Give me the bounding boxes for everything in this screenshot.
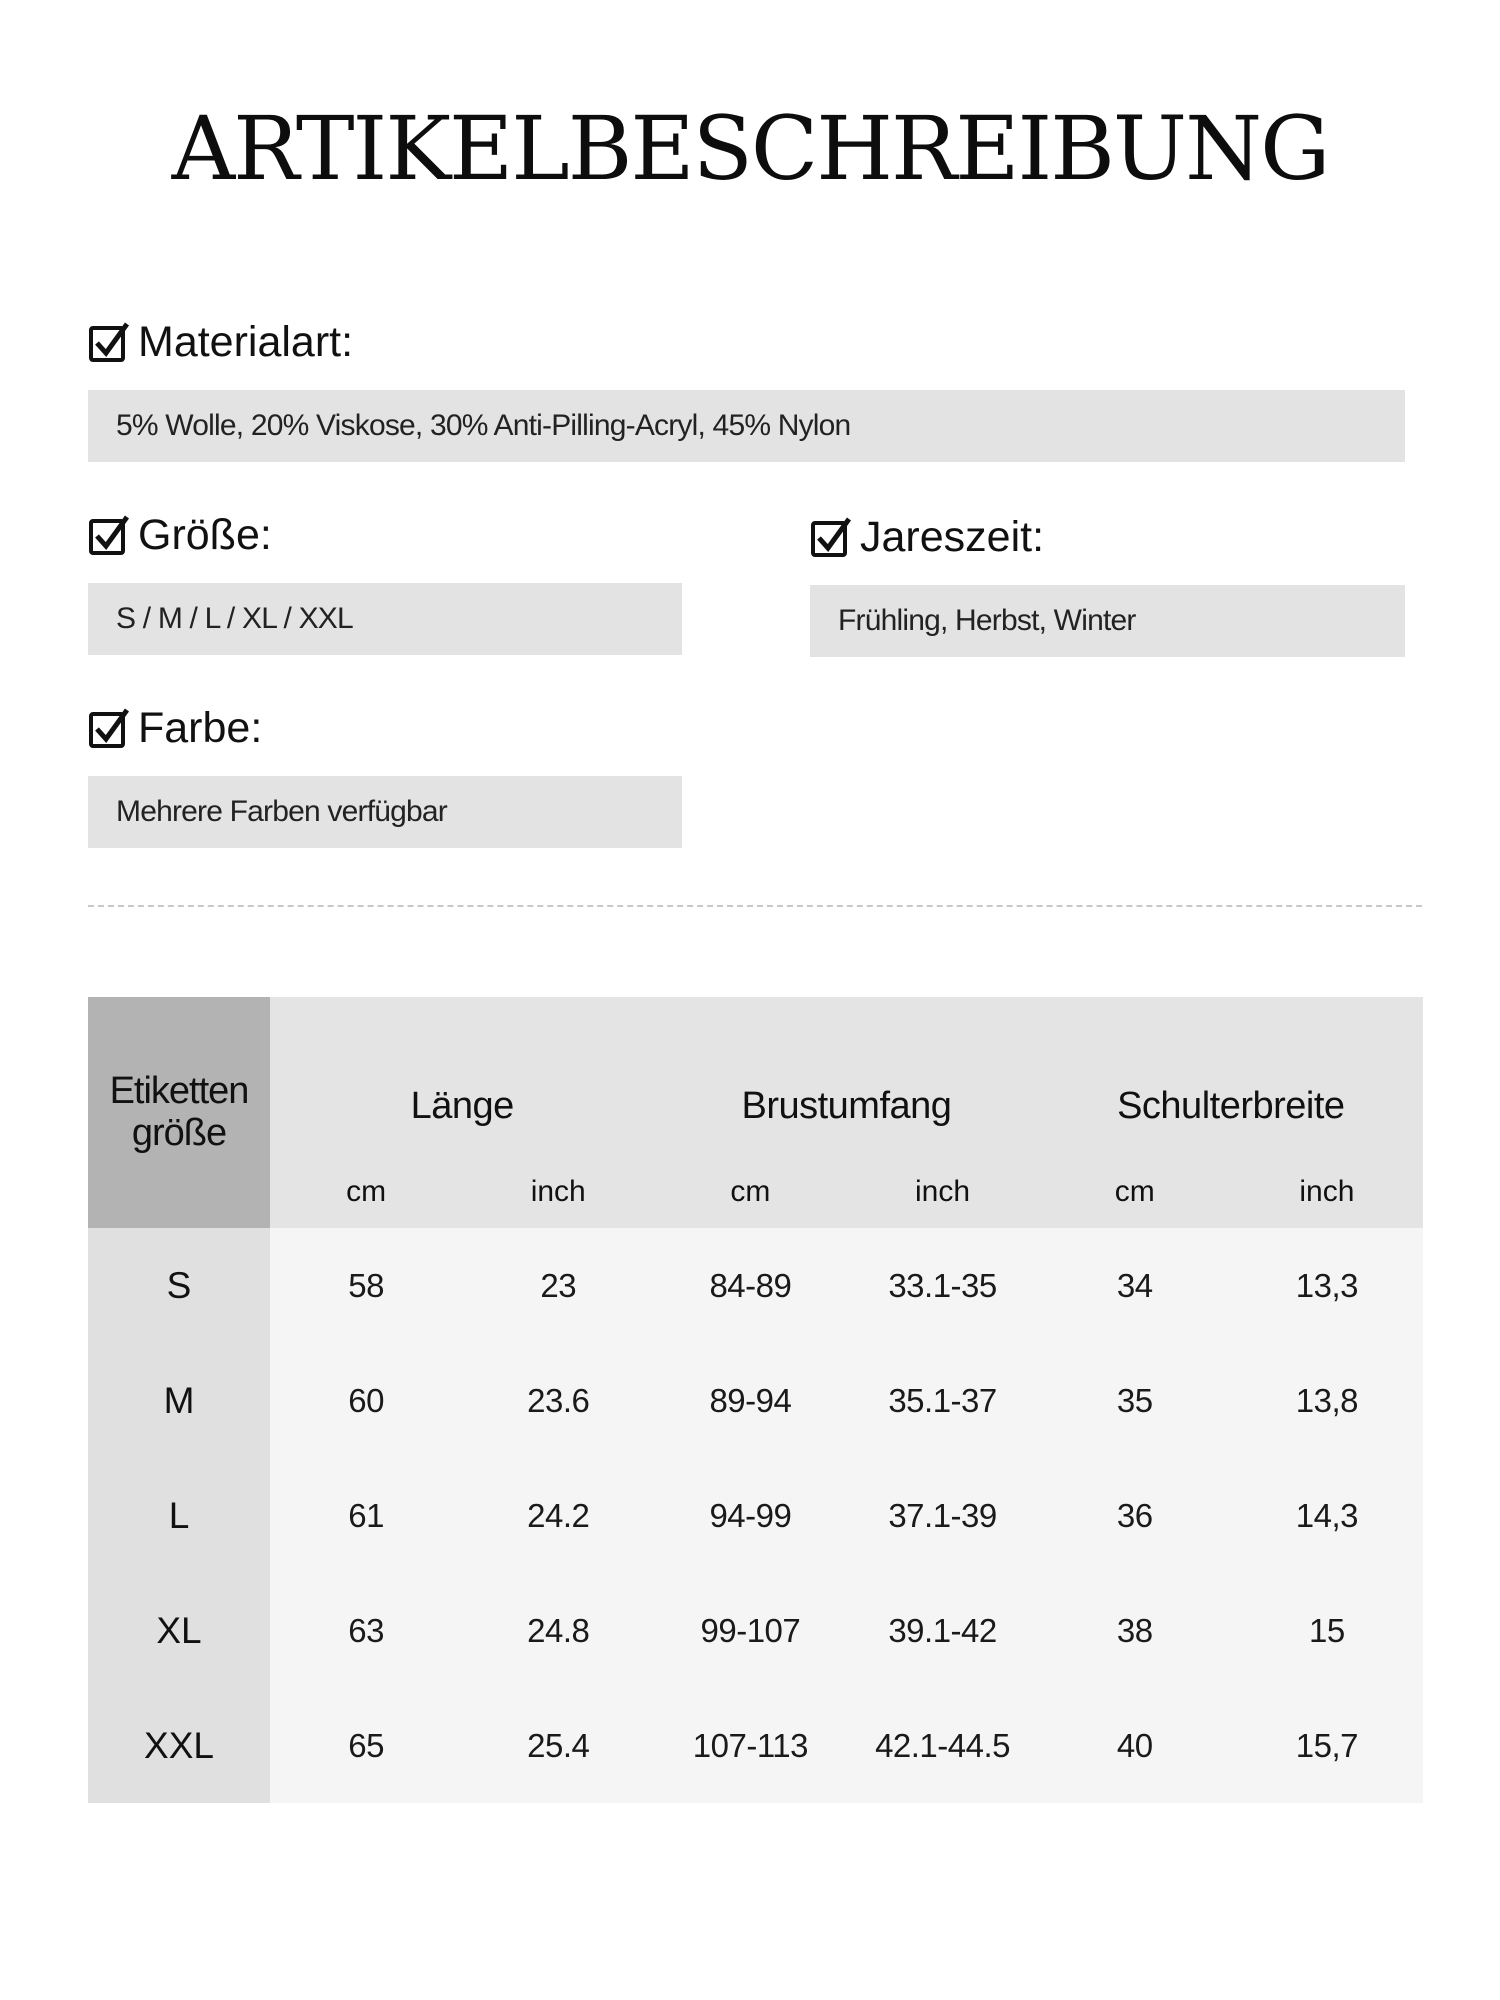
color-section bbox=[88, 698, 682, 848]
table-header-group: Schulterbreite bbox=[1039, 997, 1423, 1175]
table-cell: 14,3 bbox=[1231, 1458, 1423, 1573]
material-label: Materialart: bbox=[138, 317, 354, 366]
table-cell: 94-99 bbox=[654, 1458, 846, 1573]
table-cell: 65 bbox=[270, 1688, 462, 1803]
checkbox-checked-icon bbox=[88, 321, 130, 363]
checkbox-checked-icon bbox=[88, 707, 130, 749]
size-section bbox=[88, 505, 682, 655]
size-chart-table bbox=[88, 997, 1423, 1803]
table-cell: 13,3 bbox=[1231, 1228, 1423, 1343]
color-value: Mehrere Farben verfügbar bbox=[116, 795, 447, 828]
table-unit-header: cm bbox=[654, 1175, 846, 1228]
color-value-box bbox=[88, 776, 682, 848]
page-title: ARTIKELBESCHREIBUNG bbox=[171, 97, 1329, 200]
table-cell: 107-113 bbox=[654, 1688, 846, 1803]
table-unit-header: cm bbox=[270, 1175, 462, 1228]
table-cell: 38 bbox=[1039, 1573, 1231, 1688]
table-cell: 99-107 bbox=[654, 1573, 846, 1688]
table-cell: 33.1-35 bbox=[846, 1228, 1038, 1343]
table-cell: 84-89 bbox=[654, 1228, 846, 1343]
table-unit-header: inch bbox=[1231, 1175, 1423, 1228]
table-header-group: Brustumfang bbox=[654, 997, 1038, 1175]
color-label: Farbe: bbox=[138, 703, 263, 752]
table-cell: 36 bbox=[1039, 1458, 1231, 1573]
table-cell: 58 bbox=[270, 1228, 462, 1343]
checkbox-checked-icon bbox=[88, 514, 130, 556]
section-divider bbox=[88, 905, 1422, 907]
season-label: Jareszeit: bbox=[860, 512, 1045, 561]
season-value-box bbox=[810, 585, 1405, 657]
table-header-label: Etiketten größe bbox=[88, 997, 270, 1228]
table-cell: 35 bbox=[1039, 1343, 1231, 1458]
table-cell: 13,8 bbox=[1231, 1343, 1423, 1458]
table-cell: 37.1-39 bbox=[846, 1458, 1038, 1573]
size-label: Größe: bbox=[138, 510, 272, 559]
table-cell: 89-94 bbox=[654, 1343, 846, 1458]
table-unit-header: inch bbox=[462, 1175, 654, 1228]
table-row bbox=[88, 1228, 1423, 1343]
table-cell: 15 bbox=[1231, 1573, 1423, 1688]
table-cell: 40 bbox=[1039, 1688, 1231, 1803]
row-size-label: S bbox=[88, 1228, 270, 1343]
table-cell: 24.8 bbox=[462, 1573, 654, 1688]
table-cell: 35.1-37 bbox=[846, 1343, 1038, 1458]
table-row bbox=[88, 1343, 1423, 1458]
table-unit-header: cm bbox=[1039, 1175, 1231, 1228]
table-cell: 42.1-44.5 bbox=[846, 1688, 1038, 1803]
table-row bbox=[88, 1573, 1423, 1688]
table-cell: 23.6 bbox=[462, 1343, 654, 1458]
table-row bbox=[88, 1458, 1423, 1573]
table-cell: 15,7 bbox=[1231, 1688, 1423, 1803]
table-cell: 60 bbox=[270, 1343, 462, 1458]
table-cell: 39.1-42 bbox=[846, 1573, 1038, 1688]
row-size-label: XXL bbox=[88, 1688, 270, 1803]
table-cell: 61 bbox=[270, 1458, 462, 1573]
size-value: S / M / L / XL / XXL bbox=[116, 602, 353, 635]
row-size-label: L bbox=[88, 1458, 270, 1573]
table-row bbox=[88, 1688, 1423, 1803]
material-section bbox=[88, 312, 1405, 462]
size-value-box bbox=[88, 583, 682, 655]
table-cell: 34 bbox=[1039, 1228, 1231, 1343]
row-size-label: XL bbox=[88, 1573, 270, 1688]
table-cell: 23 bbox=[462, 1228, 654, 1343]
checkbox-checked-icon bbox=[810, 516, 852, 558]
season-section bbox=[810, 507, 1405, 657]
material-value-box bbox=[88, 390, 1405, 462]
table-unit-header: inch bbox=[846, 1175, 1038, 1228]
season-value: Frühling, Herbst, Winter bbox=[838, 604, 1136, 637]
table-header-group: Länge bbox=[270, 997, 654, 1175]
table-cell: 24.2 bbox=[462, 1458, 654, 1573]
table-cell: 63 bbox=[270, 1573, 462, 1688]
material-value: 5% Wolle, 20% Viskose, 30% Anti-Pilling-Acryl, 45% Nylon bbox=[116, 409, 851, 442]
table-cell: 25.4 bbox=[462, 1688, 654, 1803]
row-size-label: M bbox=[88, 1343, 270, 1458]
